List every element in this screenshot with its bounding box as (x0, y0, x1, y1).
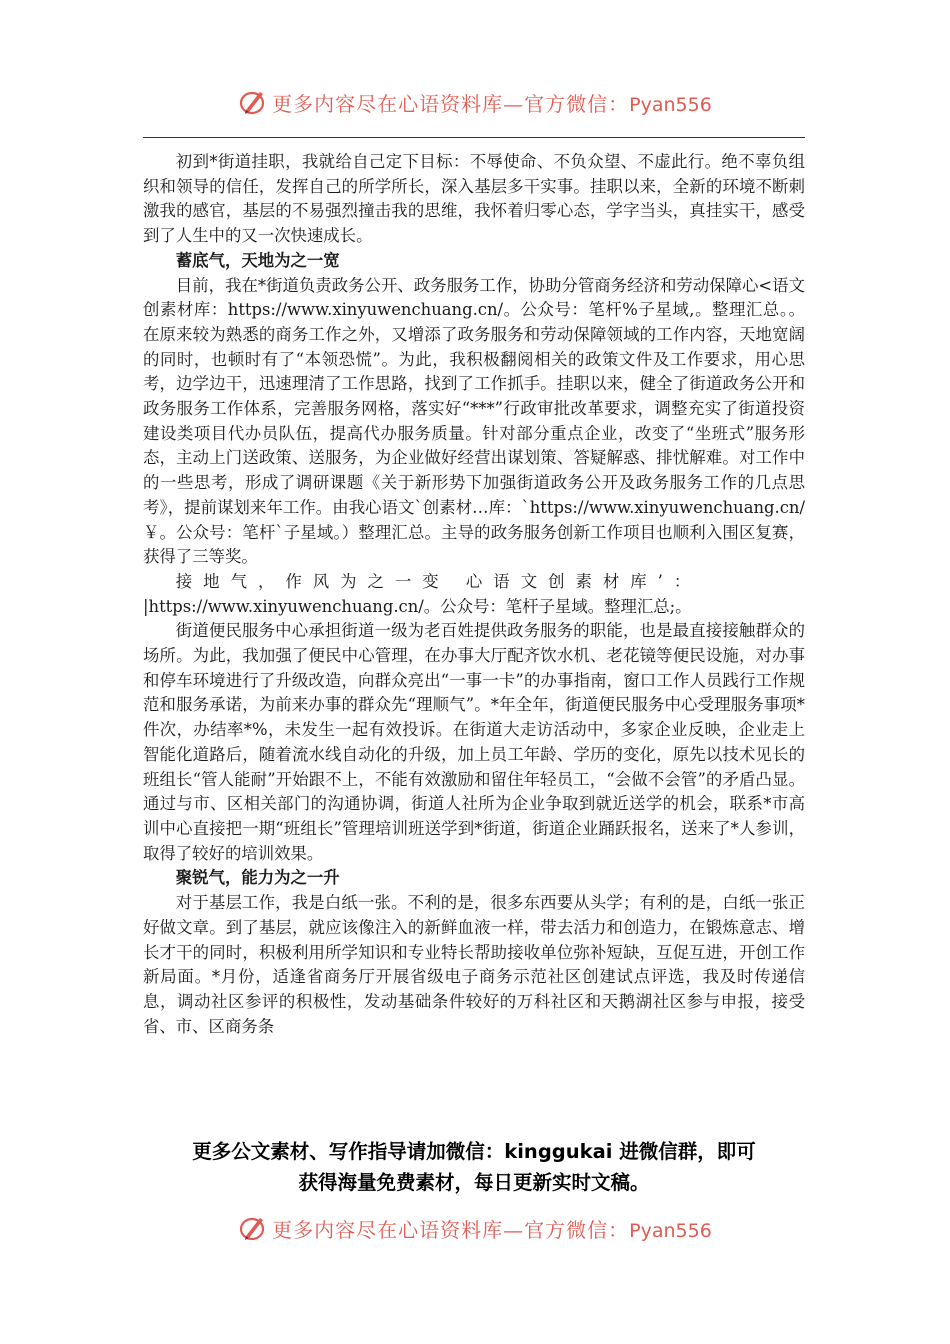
paragraph-section-2: 街道便民服务中心承担街道一级为老百姓提供政务服务的职能，也是最直接接触群众的场所。为此，我加强了便民中心管理，在办事大厅配齐饮水机、老花镜等便民设施，对办事和停车环境进行了升级改造，向群众亮出“一事一卡”的办事指南，窗口工作人员践行工作规范和服务承诺，为前来办事的群众先“理顺气”。*年全年，街道便民服务中心受理服务事项*件次，办结率*%，未发生一起有效投诉。在街道大走访活动中，多家企业反映，企业走上智能化道路后，随着流水线自动化的升级，加上员工年龄、学历的变化，原先以技术见长的班组长“管人能耐”开始跟不上，不能有效激励和留住年轻员工，“会做不会管”的矛盾凸显。通过与市、区相关部门的沟通协调，街道人社所为企业争取到就近送学的机会，联系*市高训中心直接把一期“班组长”管理培训班送学到*街道，街道企业踊跃报名，送来了*人参训，取得了较好的培训效果。 (143, 621, 805, 863)
pen-circle-logo-icon (238, 87, 268, 117)
header-wechat-id: Pyan556 (629, 93, 712, 116)
paragraph-section-1: 目前，我在*街道负责政务公开、政务服务工作，协助分管商务经济和劳动保障心<语文创素材库：https://www.xinyuwenchuang.cn/。公众号：笔杆%子星域,。整理汇总。。在原来较为熟悉的商务工作之外，又增添了政务服务和劳动保障领域的工作内容，天地宽阔的同时，也顿时有了“本领恐慌”。为此，我积极翻阅相关的政策文件及工作要求，用心思考，边学边干，迅速理清了工作思路，找到了工作抓手。挂职以来，健全了街道政务公开和政务服务工作体系，完善服务网格，落实好“***”行政审批改革要求，调整充实了街道投资建设类项目代办员队伍，提高代办服务质量。针对部分重点企业，改变了“坐班式”服务形态，主动上门送政策、送服务，为企业做好经营出谋划策、答疑解惑、排忧解难。对工作中的一些思考，形成了调研课题《关于新形势下加强街道政务公开及政务服务工作的几点思考》，提前谋划来年工作。由我心语文`创素材…库：`https://www.xinyuwenchuang.cn/￥。公众号：笔杆`子星域。）整理汇总。主导的政务服务创新工作项目也顺利入围区复赛，获得了三等奖。 (143, 275, 805, 567)
section-heading-2-continued: |https://www.xinyuwenchuang.cn/。公众号：笔杆子星域。整理汇总;。 (143, 596, 692, 616)
promo-line-1: 更多公文素材、写作指导请加微信：kinggukai 进微信群，即可 (192, 1140, 756, 1163)
paragraph-intro: 初到*街道挂职，我就给自己定下目标：不辱使命、不负众望、不虚此行。绝不辜负组织和领导的信任，发挥自己的所学所长，深入基层多干实事。挂职以来，全新的环境不断刺激我的感官，基层的不易强烈撞击我的思维，我怀着归零心态，学字当头，真挂实干，感受到了人生中的又一次快速成长。 (143, 152, 805, 246)
footer-wechat-id: Pyan556 (629, 1219, 712, 1242)
document-body (143, 150, 805, 1039)
promo-line-2: 获得海量免费素材，每日更新实时文稿。 (298, 1171, 650, 1194)
pen-circle-logo-icon (238, 1213, 268, 1243)
footer-site-text (272, 1214, 712, 1243)
page-header-banner (0, 82, 950, 122)
paragraph-section-3: 对于基层工作，我是白纸一张。不利的是，很多东西要从头学；有利的是，白纸一张正好做文章。到了基层，就应该像注入的新鲜血液一样，带去活力和创造力，在锻炼意志、增长才干的同时，积极利用所学知识和专业特长帮助接收单位弥补短缺，互促互进，开创工作新局面。*月份，适逢省商务厅开展省级电子商务示范社区创建试点评选，我及时传递信息，调动社区参评的积极性，发动基础条件较好的万科社区和天鹅湖社区参与申报，接受省、市、区商务条 (143, 893, 805, 1036)
section-heading-1: 蓄底气，天地为之一宽 (175, 250, 340, 270)
header-site-label: 更多内容尽在心语资料库—官方微信： (272, 91, 630, 116)
promo-notice (143, 1136, 805, 1198)
footer-site-label: 更多内容尽在心语资料库—官方微信： (272, 1217, 630, 1242)
header-divider (143, 137, 805, 138)
page-footer-banner (0, 1208, 950, 1248)
section-heading-3: 聚锐气，能力为之一升 (175, 868, 340, 888)
section-heading-2: 接地气，作风为之一变 心语文创素材库’： (175, 571, 702, 591)
header-site-text (272, 88, 712, 117)
